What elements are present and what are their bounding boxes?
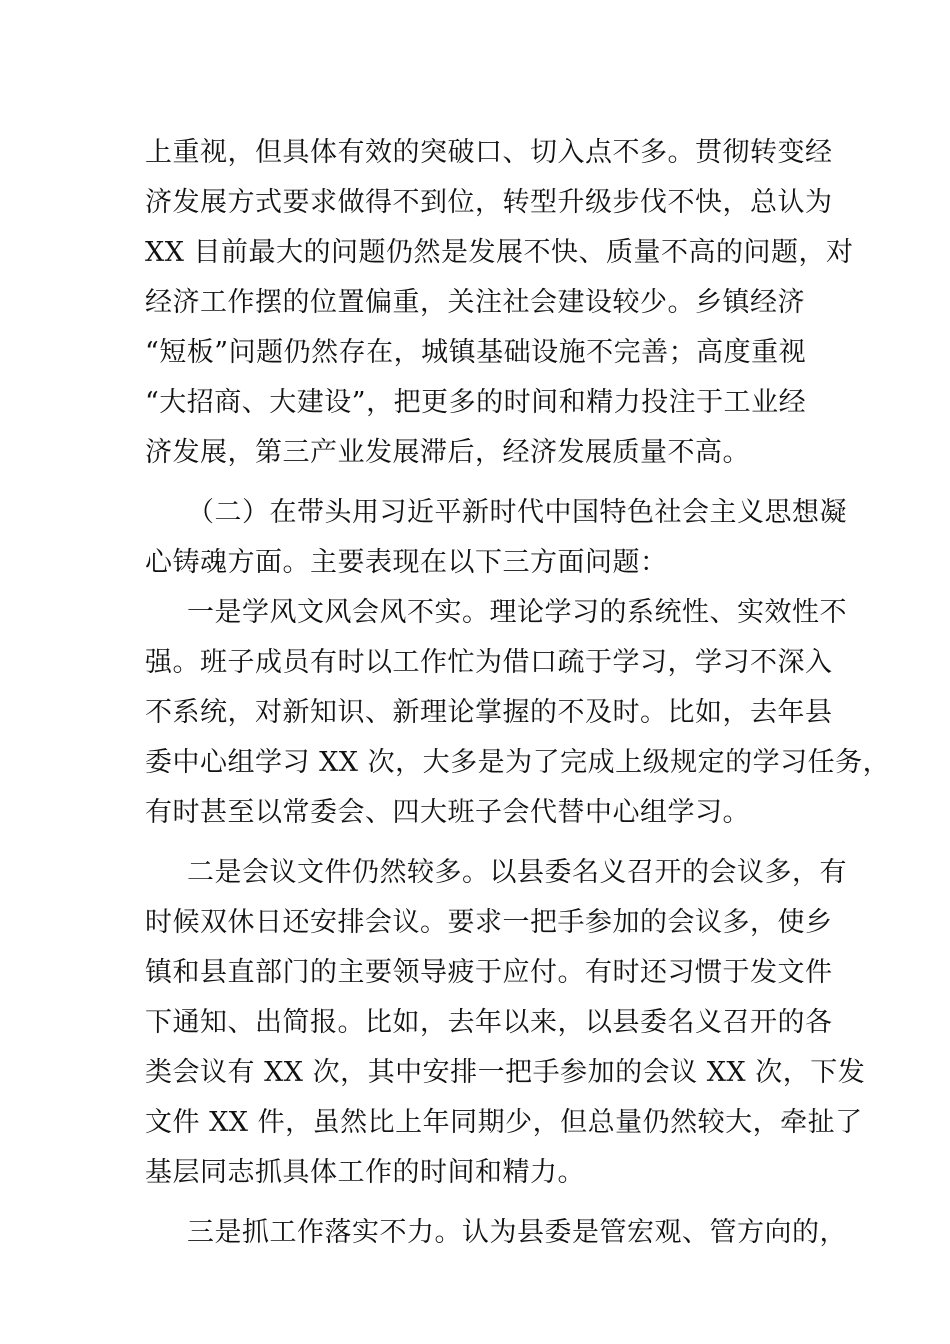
- text-line: XX 目前最大的问题仍然是发展不快、质量不高的问题，对: [145, 237, 854, 268]
- text-line: 时候双休日还安排会议。要求一把手参加的会议多，使乡: [145, 907, 833, 938]
- text-line: 下通知、出简报。比如，去年以来，以县委名义召开的各: [145, 1007, 833, 1038]
- text-line: 济发展方式要求做得不到位，转型升级步伐不快，总认为: [145, 187, 833, 218]
- text-line: 委中心组学习 XX 次，大多是为了完成上级规定的学习任务，: [145, 747, 891, 778]
- text-line: 经济工作摆的位置偏重，关注社会建设较少。乡镇经济: [145, 287, 805, 318]
- text-line: “大招商、大建设”，把更多的时间和精力投注于工业经: [145, 387, 807, 418]
- text-line: 济发展，第三产业发展滞后，经济发展质量不高。: [145, 437, 750, 468]
- text-line: 文件 XX 件，虽然比上年同期少，但总量仍然较大，牵扯了: [145, 1107, 863, 1138]
- text-line: 类会议有 XX 次，其中安排一把手参加的会议 XX 次，下发: [145, 1057, 866, 1088]
- text-line: 不系统，对新知识、新理论掌握的不及时。比如，去年县: [145, 697, 833, 728]
- text-line: 上重视，但具体有效的突破口、切入点不多。贯彻转变经: [145, 137, 833, 168]
- section-heading-line: 心铸魂方面。主要表现在以下三方面问题：: [145, 547, 668, 578]
- text-line: 镇和县直部门的主要领导疲于应付。有时还习惯于发文件: [145, 957, 833, 988]
- section-heading-line: （二）在带头用习近平新时代中国特色社会主义思想凝: [187, 497, 847, 528]
- paragraph-first-line: 一是学风文风会风不实。理论学习的系统性、实效性不: [187, 597, 847, 628]
- text-line: 有时甚至以常委会、四大班子会代替中心组学习。: [145, 797, 750, 828]
- paragraph-first-line: 三是抓工作落实不力。认为县委是管宏观、管方向的，: [187, 1217, 847, 1248]
- text-line: 强。班子成员有时以工作忙为借口疏于学习，学习不深入: [145, 647, 833, 678]
- text-line: “短板”问题仍然存在，城镇基础设施不完善；高度重视: [145, 337, 807, 368]
- text-line: 基层同志抓具体工作的时间和精力。: [145, 1157, 585, 1188]
- document-body: [145, 128, 891, 1258]
- paragraph-first-line: 二是会议文件仍然较多。以县委名义召开的会议多，有: [187, 857, 847, 888]
